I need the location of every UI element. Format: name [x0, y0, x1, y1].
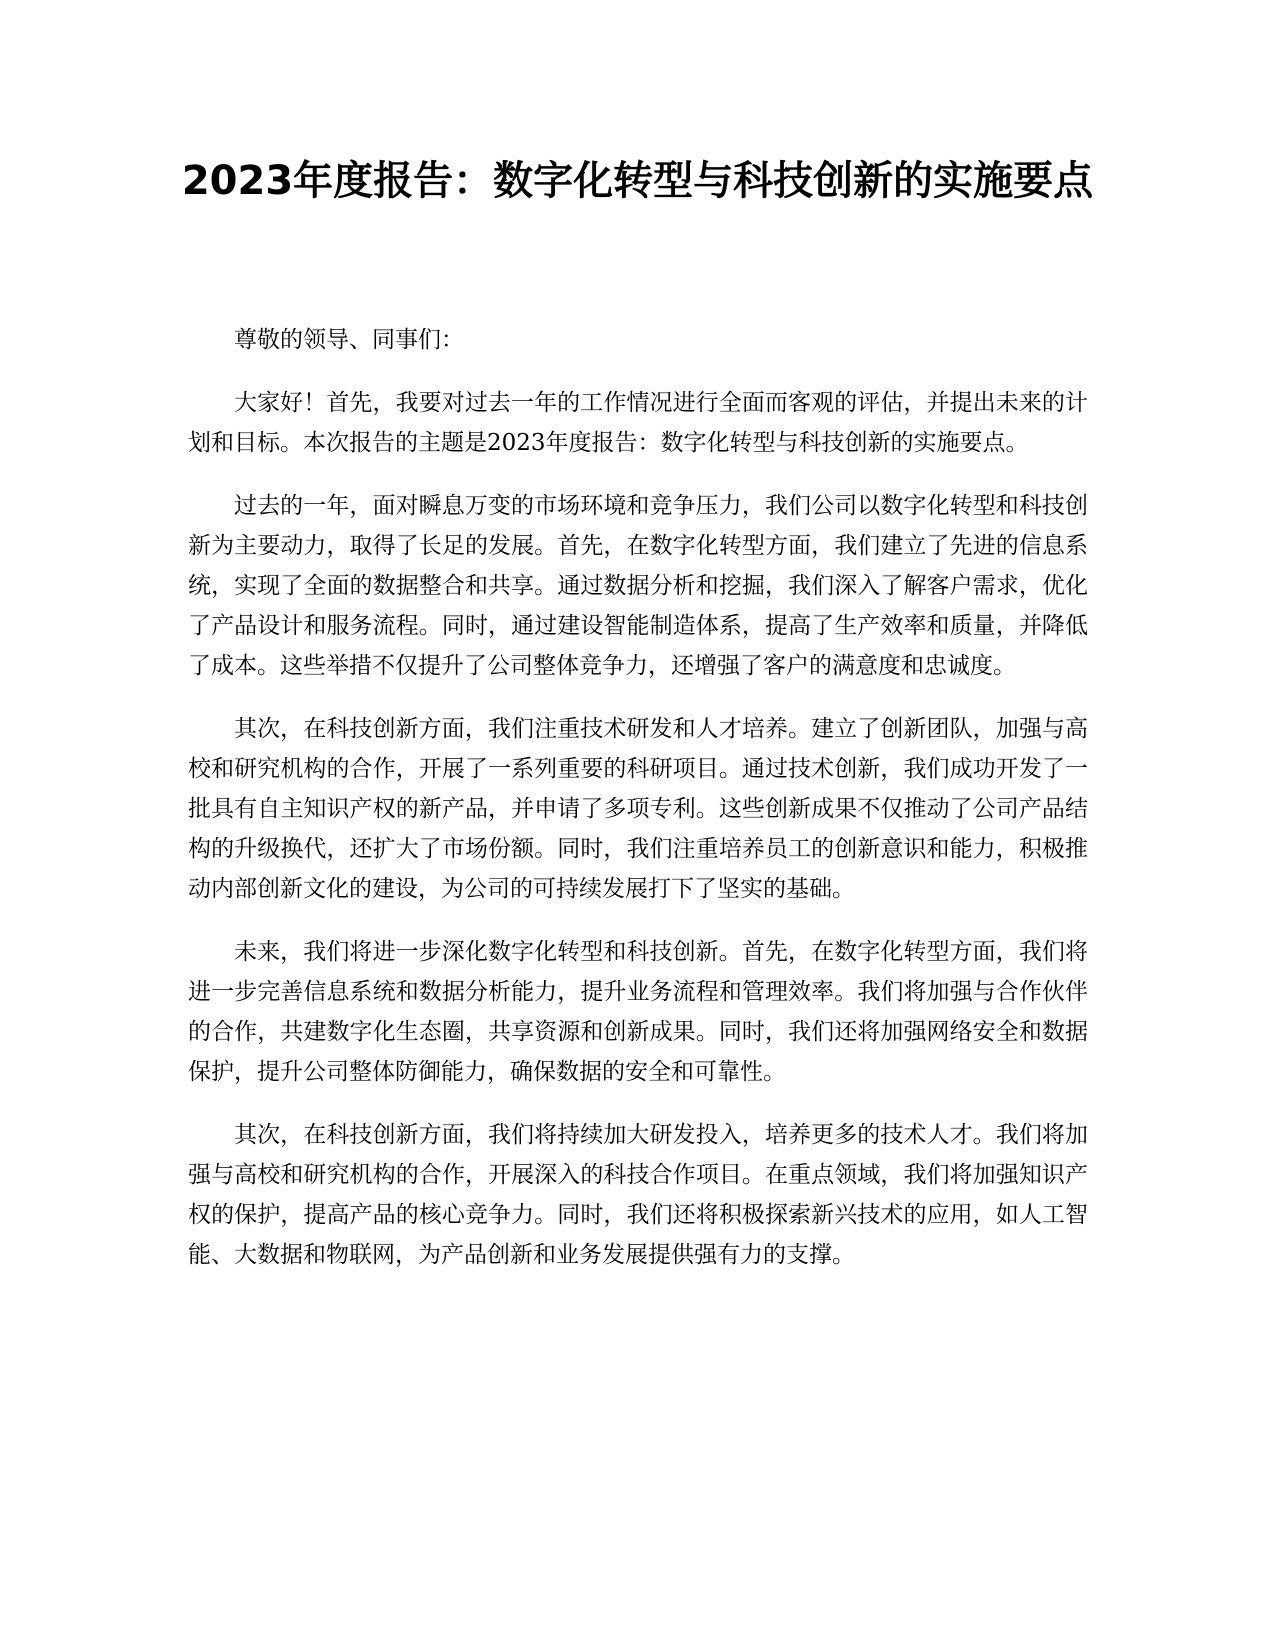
paragraph-digital-plan: 未来，我们将进一步深化数字化转型和科技创新。首先，在数字化转型方面，我们将进一步完善信息系统和数据分析能力，提升业务流程和管理效率。我们将加强与合作伙伴的合作，共建数字化生态圈，共享资源和创新成果。同时，我们还将加强网络安全和数据保护，提升公司整体防御能力，确保数据的安全和可靠性。 [188, 939, 1088, 1085]
paragraph-innovation-review: 其次，在科技创新方面，我们注重技术研发和人才培养。建立了创新团队，加强与高校和研究机构的合作，开展了一系列重要的科研项目。通过技术创新，我们成功开发了一批具有自主知识产权的新产品，并申请了多项专利。这些创新成果不仅推动了公司产品结构的升级换代，还扩大了市场份额。同时，我们注重培养员工的创新意识和能力，积极推动内部创新文化的建设，为公司的可持续发展打下了坚实的基础。 [188, 716, 1088, 902]
salutation: 尊敬的领导、同事们： [234, 327, 464, 353]
paragraph-innovation-plan: 其次，在科技创新方面，我们将持续加大研发投入，培养更多的技术人才。我们将加强与高校和研究机构的合作，开展深入的科技合作项目。在重点领域，我们将加强知识产权的保护，提高产品的核心竞争力。同时，我们还将积极探索新兴技术的应用，如人工智能、大数据和物联网，为产品创新和业务发展提供强有力的支撑。 [188, 1122, 1088, 1268]
paragraph-digital-review: 过去的一年，面对瞬息万变的市场环境和竞争压力，我们公司以数字化转型和科技创新为主要动力，取得了长足的发展。首先，在数字化转型方面，我们建立了先进的信息系统，实现了全面的数据整合和共享。通过数据分析和挖掘，我们深入了解客户需求，优化了产品设计和服务流程。同时，通过建设智能制造体系，提高了生产效率和质量，并降低了成本。这些举措不仅提升了公司整体竞争力，还增强了客户的满意度和忠诚度。 [188, 493, 1088, 679]
document-title: 2023年度报告：数字化转型与科技创新的实施要点 [181, 158, 1094, 204]
document-body [188, 320, 1088, 1298]
paragraph-intro: 大家好！首先，我要对过去一年的工作情况进行全面而客观的评估，并提出未来的计划和目标。本次报告的主题是2023年度报告：数字化转型与科技创新的实施要点。 [188, 390, 1088, 456]
